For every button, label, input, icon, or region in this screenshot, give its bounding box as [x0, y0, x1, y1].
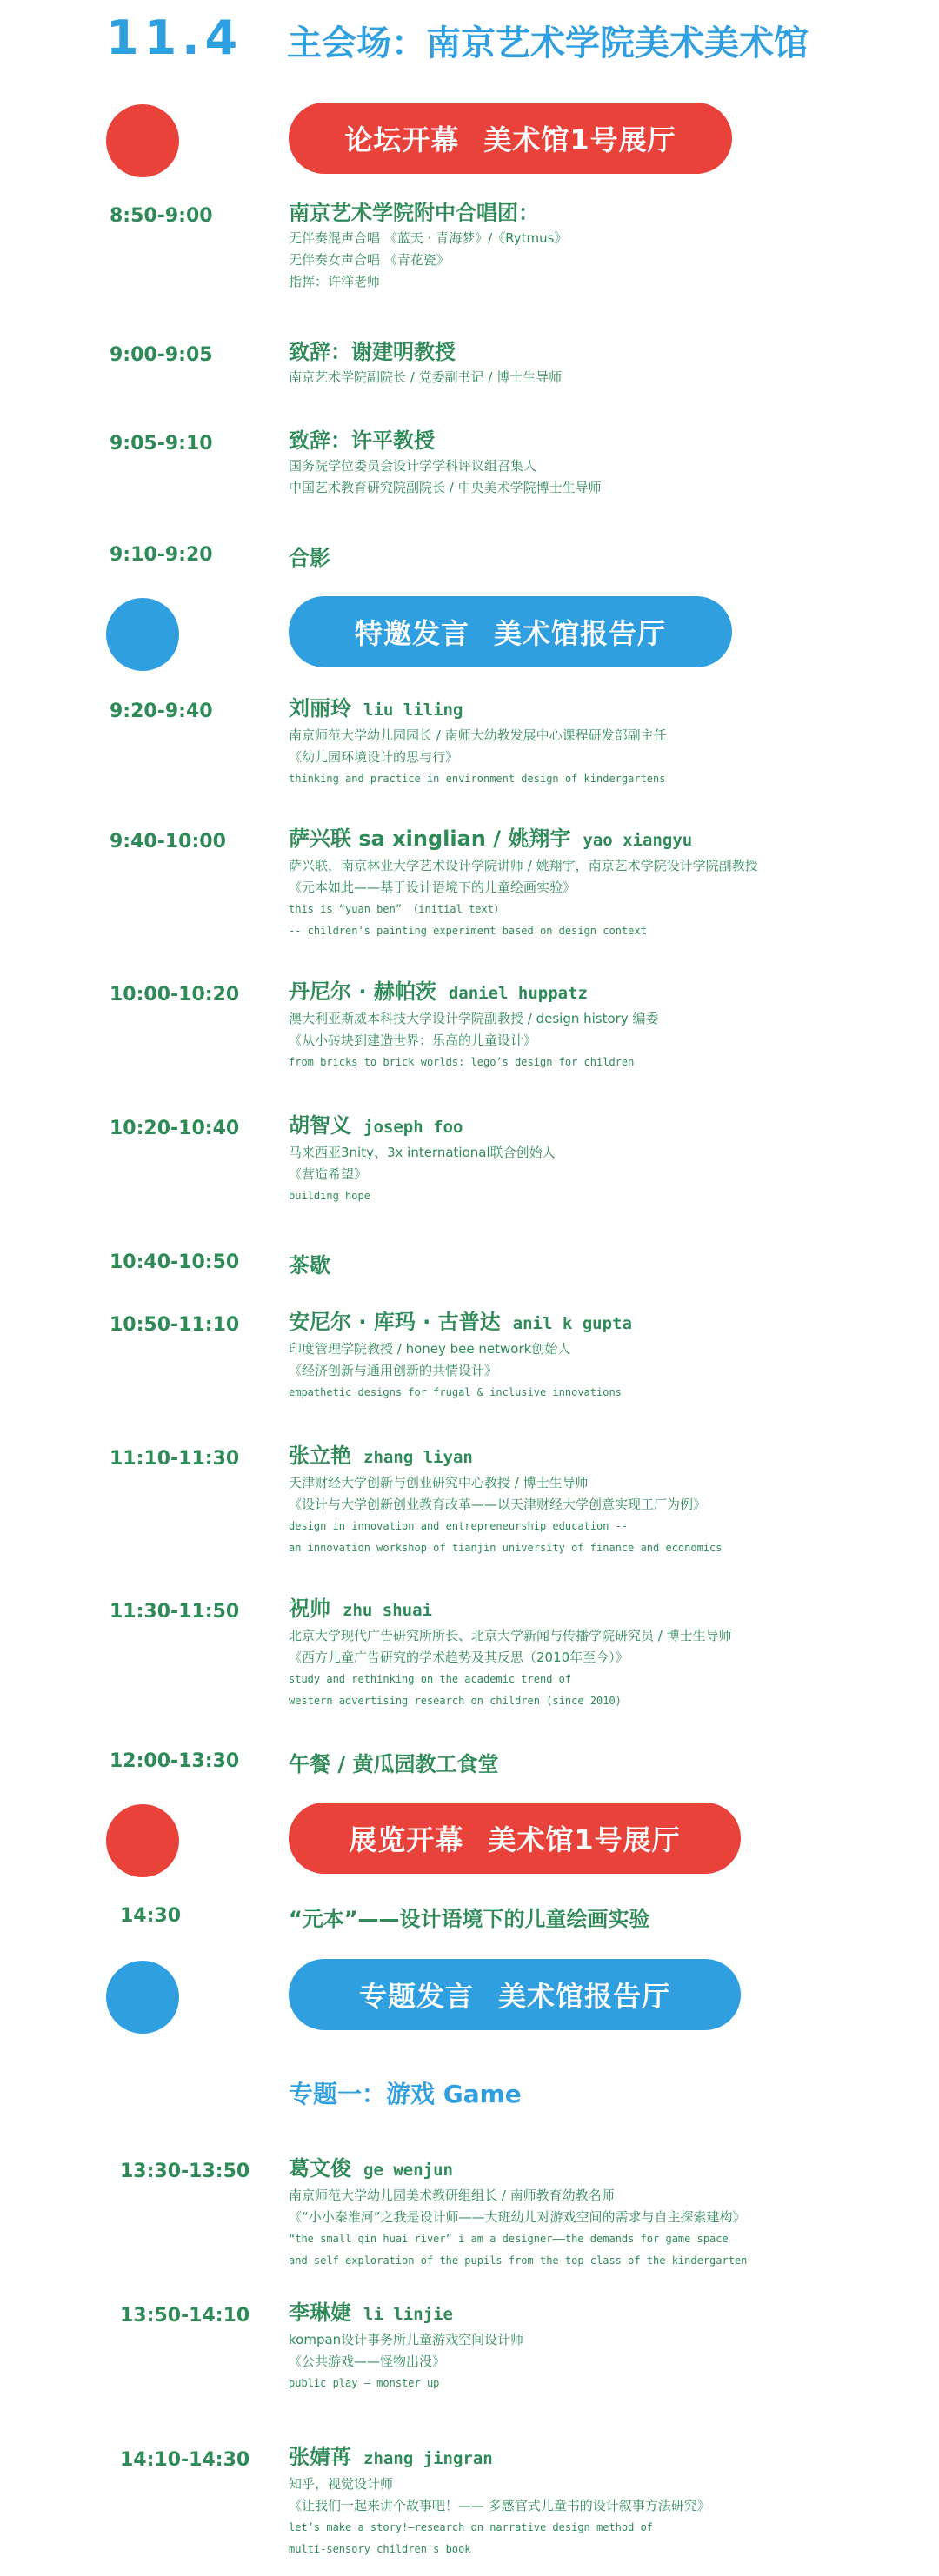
- time-label: 9:40-10:00: [110, 831, 226, 853]
- speaker-name-en: liu liling: [363, 700, 463, 720]
- description-line: 《设计与大学创新创业教育改革——以天津财经大学创意实现工厂为例》: [289, 1497, 707, 1512]
- speaker-name: 刘丽玲: [289, 696, 351, 720]
- description-line-en: multi-sensory children's book: [289, 2543, 471, 2555]
- schedule-item: [289, 198, 915, 293]
- description-line: 国务院学位委员会设计学学科评议组召集人: [289, 458, 537, 474]
- schedule-item-title: 合影: [289, 546, 330, 570]
- speaker-row: [289, 337, 915, 367]
- speaker-row: [289, 1111, 915, 1142]
- time-label: 8:50-9:00: [110, 205, 213, 227]
- description-line: 《经济创新与通用创新的共情设计》: [289, 1363, 498, 1378]
- time-label: 14:10-14:30: [120, 2449, 250, 2471]
- schedule-item: [289, 1594, 915, 1712]
- description-line-en: western advertising research on children (since 2010): [289, 1695, 622, 1707]
- speaker-name-en: li linjie: [363, 2305, 453, 2324]
- schedule-item-title: 茶歇: [289, 1253, 330, 1278]
- description-line-en: this is “yuan ben” （initial text）: [289, 903, 504, 915]
- time-label: 10:00-10:20: [110, 984, 240, 1006]
- speaker-name: 致辞：谢建明教授: [289, 340, 456, 364]
- description-line: 无伴奏混声合唱 《蓝天 · 青海梦》/《Rytmus》: [289, 230, 568, 246]
- time-label: 13:30-13:50: [120, 2161, 250, 2182]
- schedule-item-title: 午餐 / 黄瓜园教工食堂: [289, 1752, 499, 1776]
- blue-dot-icon: [106, 1961, 179, 2034]
- description-line: 《西方儿童广告研究的学术趋势及其反思（2010年至今）》: [289, 1650, 629, 1665]
- time-label: 13:50-14:10: [120, 2305, 250, 2327]
- section-banner-topical: [289, 1959, 741, 2030]
- schedule-item: [289, 337, 915, 388]
- description-line: 南京师范大学幼儿园美术教研组组长 / 南师教育幼教名师: [289, 2188, 615, 2203]
- speaker-name-en: zhang jingran: [363, 2449, 493, 2468]
- speaker-name-en: joseph foo: [363, 1118, 463, 1137]
- speaker-row: [289, 2298, 915, 2329]
- red-dot-icon: [106, 104, 179, 177]
- time-label: 9:05-9:10: [110, 433, 213, 455]
- description-line: 《公共游戏——怪物出没》: [289, 2354, 446, 2369]
- description-line: 南京师范大学幼儿园园长 / 南师大幼教发展中心课程研发部副主任: [289, 727, 667, 743]
- speaker-name: 李琳婕: [289, 2300, 351, 2325]
- time-label: 9:10-9:20: [110, 544, 213, 566]
- description-line: kompan设计事务所儿童游戏空间设计师: [289, 2332, 524, 2347]
- description-line: 马来西亚3nity、3x international联合创始人: [289, 1145, 556, 1160]
- speaker-name: 张立艳: [289, 1444, 351, 1468]
- description-line: 中国艺术教育研究院副院长 / 中央美术学院博士生导师: [289, 480, 602, 495]
- section-banner-opening: [289, 103, 732, 174]
- time-label: 11:30-11:50: [110, 1601, 240, 1623]
- speaker-row: [289, 824, 915, 855]
- time-label: 9:00-9:05: [110, 344, 213, 366]
- speaker-name: 安尼尔 · 库玛 · 古普达: [289, 1310, 501, 1334]
- description-line: 天津财经大学创新与创业研究中心教授 / 博士生导师: [289, 1475, 589, 1490]
- description-line: 无伴奏女声合唱 《青花瓷》: [289, 252, 450, 268]
- speaker-row: [289, 2154, 915, 2185]
- speaker-name-en: zhang liyan: [363, 1448, 473, 1467]
- banner-title: 特邀发言: [354, 617, 470, 650]
- time-label: 10:20-10:40: [110, 1118, 240, 1139]
- description-line-en: public play — monster up: [289, 2377, 440, 2389]
- speaker-row: [289, 1441, 915, 1472]
- description-line-en: an innovation workshop of tianjin university of finance and economics: [289, 1542, 723, 1554]
- time-label: 10:50-11:10: [110, 1314, 240, 1336]
- description-line: 北京大学现代广告研究所所长、北京大学新闻与传播学院研究员 / 博士生导师: [289, 1628, 732, 1643]
- schedule-item: [289, 1111, 915, 1207]
- description-line-en: -- children's painting experiment based on design context: [289, 925, 647, 937]
- description-line-en: design in innovation and entrepreneurship education --: [289, 1520, 629, 1532]
- description-line: 知乎，视觉设计师: [289, 2476, 394, 2492]
- schedule-item: [289, 694, 915, 790]
- description-line: 萨兴联，南京林业大学艺术设计学院讲师 / 姚翔宇，南京艺术学院设计学院副教授: [289, 858, 758, 873]
- description-line: 《让我们一起来讲个故事吧！—— 多感官式儿童书的设计叙事方法研究》: [289, 2498, 710, 2513]
- time-label: 11:10-11:30: [110, 1448, 240, 1470]
- description-line: 印度管理学院教授 / honey bee network创始人: [289, 1341, 571, 1357]
- speaker-name: 胡智义: [289, 1113, 351, 1138]
- red-dot-icon: [106, 1804, 179, 1877]
- schedule-item: [289, 2298, 915, 2394]
- schedule-item: [289, 1441, 915, 1559]
- description-line-en: building hope: [289, 1190, 370, 1202]
- description-line-en: thinking and practice in environment design of kindergartens: [289, 773, 666, 785]
- banner-venue: 美术馆报告厅: [498, 1980, 671, 2013]
- section-banner-invited: [289, 596, 732, 667]
- description-line: 《从小砖块到建造世界：乐高的儿童设计》: [289, 1032, 537, 1048]
- description-line-en: empathetic designs for frugal & inclusive innovations: [289, 1386, 622, 1398]
- page-title: 主会场：南京艺术学院美术美术馆: [287, 23, 809, 63]
- time-label: 12:00-13:30: [110, 1750, 240, 1772]
- speaker-name-en: ge wenjun: [363, 2161, 453, 2180]
- time-label: 9:20-9:40: [110, 700, 213, 722]
- description-line: 澳大利亚斯威本科技大学设计学院副教授 / design history 编委: [289, 1011, 659, 1026]
- schedule-item: [289, 977, 915, 1073]
- time-label: 14:30: [120, 1905, 182, 1927]
- description-line: 指挥：许洋老师: [289, 274, 381, 289]
- description-line: 《“小小秦淮河”之我是设计师——大班幼儿对游戏空间的需求与自主探索建构》: [289, 2209, 746, 2225]
- description-line-en: “the small qin huai river” i am a designer——the demands for game space: [289, 2233, 729, 2245]
- speaker-name: 祝帅: [289, 1597, 330, 1621]
- banner-title: 展览开幕: [349, 1823, 464, 1856]
- blue-dot-icon: [106, 598, 179, 671]
- time-label: 10:40-10:50: [110, 1251, 240, 1273]
- speaker-row: [289, 1594, 915, 1625]
- description-line: 《营造希望》: [289, 1166, 368, 1182]
- schedule-item: [289, 824, 915, 942]
- speaker-row: [289, 977, 915, 1008]
- speaker-name: 葛文俊: [289, 2156, 351, 2181]
- speaker-name-en: daniel huppatz: [448, 984, 588, 1003]
- description-line-en: from bricks to brick worlds: lego’s design for children: [289, 1056, 635, 1068]
- banner-venue: 美术馆1号展厅: [483, 123, 676, 156]
- schedule-item: [289, 426, 915, 499]
- speaker-name: 南京艺术学院附中合唱团：: [289, 201, 539, 225]
- speaker-row: [289, 198, 915, 228]
- description-line: 南京艺术学院副院长 / 党委副书记 / 博士生导师: [289, 369, 563, 385]
- description-line: 《幼儿园环境设计的思与行》: [289, 749, 459, 765]
- topic-heading: 专题一：游戏 Game: [289, 2080, 522, 2108]
- banner-venue: 美术馆报告厅: [494, 617, 667, 650]
- speaker-name-en: yao xiangyu: [583, 831, 693, 850]
- banner-title: 论坛开幕: [344, 123, 460, 156]
- schedule-item: [289, 1307, 915, 1404]
- speaker-name: 致辞：许平教授: [289, 428, 435, 453]
- description-line-en: and self-exploration of the pupils from the top class of the kindergarten: [289, 2254, 748, 2267]
- schedule-item-title: “元本”——设计语境下的儿童绘画实验: [289, 1907, 650, 1931]
- banner-venue: 美术馆1号展厅: [488, 1823, 681, 1856]
- speaker-name: 张婧苒: [289, 2445, 351, 2469]
- description-line-en: let’s make a story!—research on narrative design method of: [289, 2521, 654, 2533]
- banner-title: 专题发言: [358, 1980, 474, 2013]
- schedule-item: [289, 2154, 915, 2272]
- description-line-en: study and rethinking on the academic trend of: [289, 1673, 572, 1685]
- description-line: 《元本如此——基于设计语境下的儿童绘画实验》: [289, 880, 576, 895]
- section-banner-exhibition: [289, 1803, 741, 1874]
- schedule-item: [289, 2442, 915, 2560]
- speaker-row: [289, 2442, 915, 2473]
- speaker-name: 萨兴联 sa xinglian / 姚翔宇: [289, 827, 571, 851]
- speaker-row: [289, 426, 915, 455]
- speaker-name-en: zhu shuai: [343, 1601, 432, 1620]
- speaker-row: [289, 1307, 915, 1338]
- date-label: 11.4: [106, 10, 243, 65]
- speaker-name: 丹尼尔 · 赫帕茨: [289, 979, 436, 1004]
- speaker-name-en: anil k gupta: [512, 1314, 632, 1333]
- speaker-row: [289, 694, 915, 725]
